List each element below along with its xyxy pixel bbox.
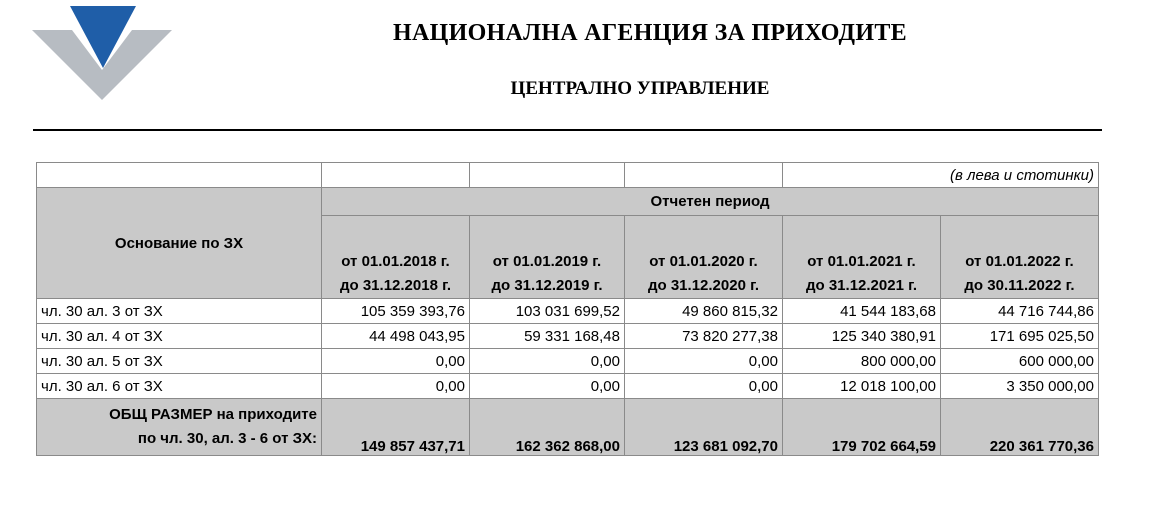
period-to: до 31.12.2018 г.: [339, 277, 451, 294]
value-cell: 73 820 277,38: [625, 324, 783, 349]
period-column-header: [783, 216, 941, 299]
header-row-period: [37, 188, 1099, 216]
row-label: чл. 30 ал. 4 от ЗХ: [37, 324, 322, 349]
period-column-header: [322, 216, 470, 299]
period-header: Отчетен период: [322, 188, 1099, 216]
period-to: до 30.11.2022 г.: [964, 277, 1075, 294]
value-cell: 800 000,00: [783, 349, 941, 374]
agency-subtitle: ЦЕНТРАЛНО УПРАВЛЕНИЕ: [510, 78, 770, 99]
period-to: до 31.12.2020 г.: [647, 277, 759, 294]
value-cell: 105 359 393,76: [322, 299, 470, 324]
period-column-header: [941, 216, 1099, 299]
nap-logo-icon: [32, 6, 172, 100]
period-column-header: [625, 216, 783, 299]
value-cell: 3 350 000,00: [941, 374, 1099, 399]
value-cell: 0,00: [470, 349, 625, 374]
value-cell: 171 695 025,50: [941, 324, 1099, 349]
period-from: от 01.01.2019 г.: [492, 253, 602, 270]
blank-cell: [322, 163, 470, 188]
row-label: чл. 30 ал. 3 от ЗХ: [37, 299, 322, 324]
value-cell: 600 000,00: [941, 349, 1099, 374]
value-cell: 0,00: [625, 374, 783, 399]
period-from: от 01.01.2022 г.: [965, 253, 1074, 270]
row-label: чл. 30 ал. 5 от ЗХ: [37, 349, 322, 374]
unit-row: [37, 163, 1099, 188]
blank-cell: [37, 163, 322, 188]
table-row: [37, 374, 1099, 399]
total-row: [37, 399, 1099, 456]
period-to: до 31.12.2019 г.: [491, 277, 603, 294]
header-divider: [33, 129, 1102, 131]
period-from: от 01.01.2020 г.: [649, 253, 758, 270]
basis-header: Основание по ЗХ: [37, 188, 322, 299]
total-value: 179 702 664,59: [783, 399, 941, 456]
value-cell: 0,00: [625, 349, 783, 374]
total-label: [37, 399, 322, 456]
total-label-line1: ОБЩ РАЗМЕР на приходите: [109, 406, 317, 423]
table-row: [37, 349, 1099, 374]
row-label: чл. 30 ал. 6 от ЗХ: [37, 374, 322, 399]
agency-name: НАЦИОНАЛНА АГЕНЦИЯ ЗА ПРИХОДИТЕ: [393, 20, 907, 46]
value-cell: 125 340 380,91: [783, 324, 941, 349]
value-cell: 12 018 100,00: [783, 374, 941, 399]
blank-cell: [470, 163, 625, 188]
table-row: [37, 324, 1099, 349]
table-row: [37, 299, 1099, 324]
revenue-table: [36, 162, 1099, 456]
total-label-line2: по чл. 30, ал. 3 - 6 от ЗХ:: [137, 430, 317, 447]
period-from: от 01.01.2018 г.: [341, 253, 450, 270]
value-cell: 44 716 744,86: [941, 299, 1099, 324]
value-cell: 49 860 815,32: [625, 299, 783, 324]
value-cell: 59 331 168,48: [470, 324, 625, 349]
total-value: 162 362 868,00: [470, 399, 625, 456]
unit-note: (в лева и стотинки): [783, 163, 1099, 188]
period-to: до 31.12.2021 г.: [805, 277, 917, 294]
value-cell: 41 544 183,68: [783, 299, 941, 324]
period-column-header: [470, 216, 625, 299]
value-cell: 44 498 043,95: [322, 324, 470, 349]
value-cell: 103 031 699,52: [470, 299, 625, 324]
total-value: 149 857 437,71: [322, 399, 470, 456]
value-cell: 0,00: [322, 374, 470, 399]
value-cell: 0,00: [322, 349, 470, 374]
period-from: от 01.01.2021 г.: [807, 253, 916, 270]
total-value: 123 681 092,70: [625, 399, 783, 456]
total-value: 220 361 770,36: [941, 399, 1099, 456]
value-cell: 0,00: [470, 374, 625, 399]
blank-cell: [625, 163, 783, 188]
